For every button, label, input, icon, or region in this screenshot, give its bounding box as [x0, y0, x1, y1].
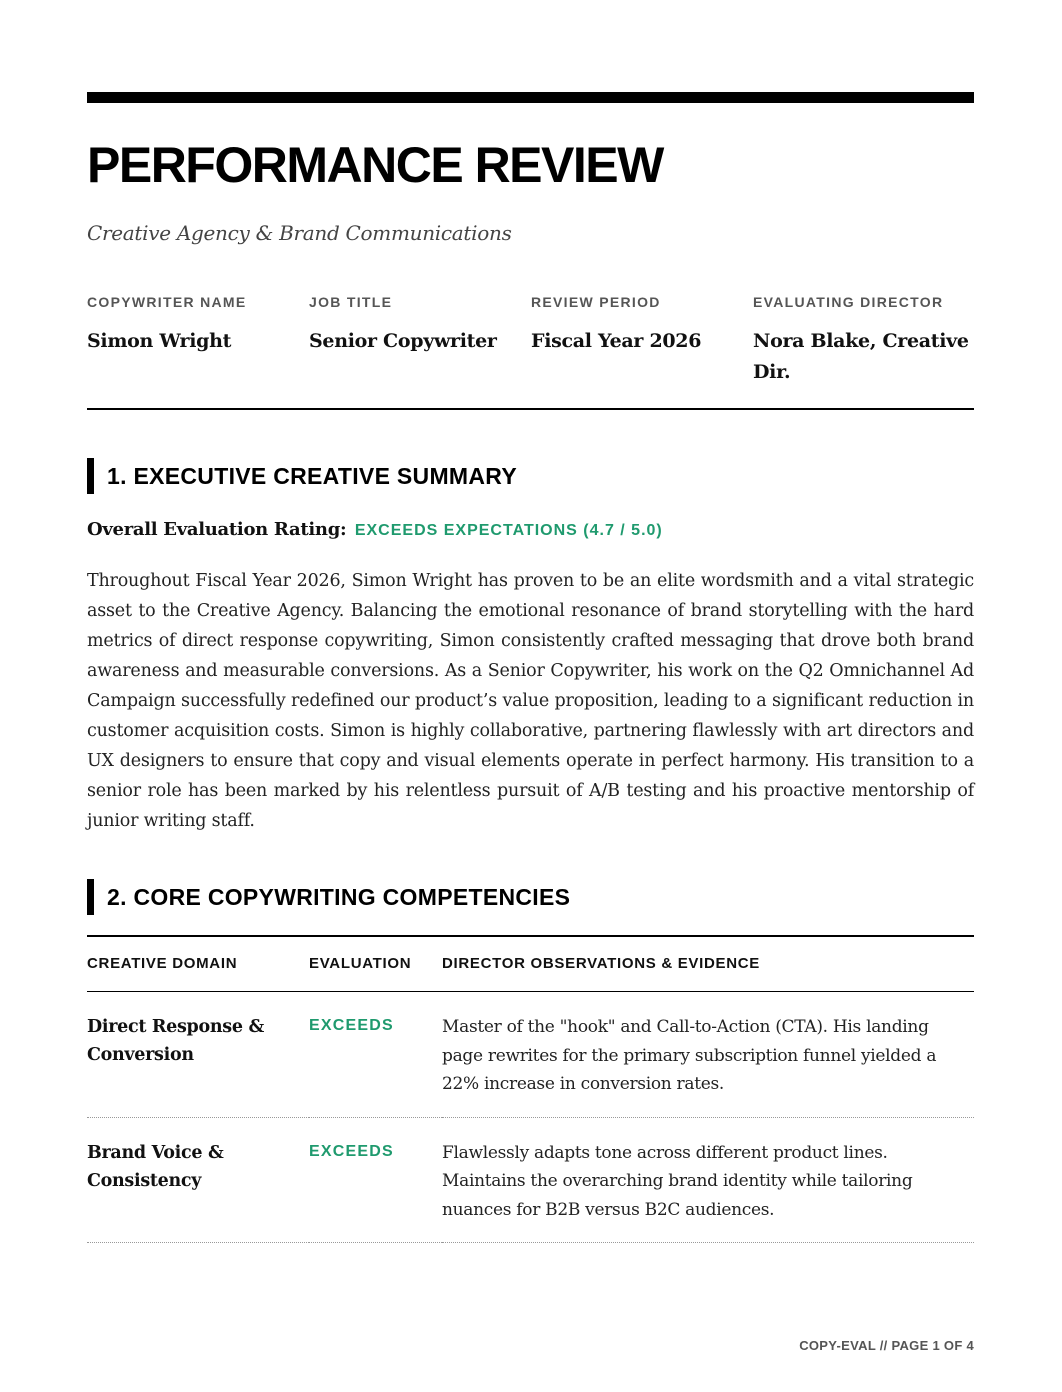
column-header-evaluation: EVALUATION: [309, 936, 442, 992]
meta-value: Fiscal Year 2026: [531, 330, 702, 352]
domain-cell: Brand Voice & Consistency: [87, 1117, 309, 1243]
meta-value: Senior Copywriter: [309, 330, 497, 352]
section-title: 1. EXECUTIVE CREATIVE SUMMARY: [107, 462, 517, 489]
meta-label: COPYWRITER NAME: [87, 294, 247, 310]
meta-value: Simon Wright: [87, 330, 232, 352]
table-row: [87, 992, 974, 1118]
meta-label: JOB TITLE: [309, 294, 393, 310]
meta-job-title: [309, 293, 531, 388]
domain-cell: Direct Response & Conversion: [87, 992, 309, 1118]
column-header-observations: DIRECTOR OBSERVATIONS & EVIDENCE: [442, 936, 974, 992]
meta-review-period: [531, 293, 753, 388]
evaluation-cell: EXCEEDS: [309, 1117, 442, 1243]
employee-meta: [87, 293, 974, 410]
section-competencies-heading: [87, 879, 974, 915]
section-marker: [87, 458, 94, 494]
column-header-domain: CREATIVE DOMAIN: [87, 936, 309, 992]
overall-rating: [87, 516, 974, 544]
observation-cell: Master of the "hook" and Call-to-Action (CTA). His landing page rewrites for the primary subscription funnel yielded a 22% increase in conversion rates.: [442, 992, 974, 1118]
page-footer: COPY-EVAL // PAGE 1 OF 4: [799, 1338, 974, 1353]
section-executive-summary-heading: [87, 458, 974, 494]
meta-evaluating-director: [753, 293, 974, 388]
page-title: PERFORMANCE REVIEW: [87, 137, 663, 193]
review-page: [87, 92, 974, 1243]
summary-paragraph: Throughout Fiscal Year 2026, Simon Wright has proven to be an elite wordsmith and a vital strategic asset to the Creative Agency. Balancing the emotional resonance of brand storytelling with the hard metrics of direct response copywriting, Simon consistently crafted messaging that drove both brand awareness and measurable conversions. As a Senior Copywriter, his work on the Q2 Omnichannel Ad Campaign successfully redefined our product’s value proposition, leading to a significant reduction in customer acquisition costs. Simon is highly collaborative, partnering flawlessly with art directors and UX designers to ensure that copy and visual elements operate in perfect harmony. His transition to a senior role has been marked by his relentless pursuit of A/B testing and his proactive mentorship of junior writing staff.: [87, 571, 974, 831]
table-row: [87, 1117, 974, 1243]
meta-copywriter-name: [87, 293, 309, 388]
evaluation-cell: EXCEEDS: [309, 992, 442, 1118]
meta-label: EVALUATING DIRECTOR: [753, 294, 944, 310]
meta-value: Nora Blake, Creative Dir.: [753, 330, 969, 383]
observation-cell: Flawlessly adapts tone across different product lines. Maintains the overarching brand identity while tailoring nuances for B2B versus B2C audiences.: [442, 1117, 974, 1243]
competencies-table: [87, 935, 974, 1243]
page-subtitle: Creative Agency & Brand Communications: [87, 221, 512, 245]
rating-value: EXCEEDS EXPECTATIONS (4.7 / 5.0): [354, 522, 663, 539]
table-header-row: [87, 936, 974, 992]
meta-label: REVIEW PERIOD: [531, 294, 661, 310]
top-rule: [87, 92, 974, 103]
section-title: 2. CORE COPYWRITING COMPETENCIES: [107, 883, 571, 910]
section-marker: [87, 879, 94, 915]
rating-label: Overall Evaluation Rating:: [87, 519, 347, 540]
